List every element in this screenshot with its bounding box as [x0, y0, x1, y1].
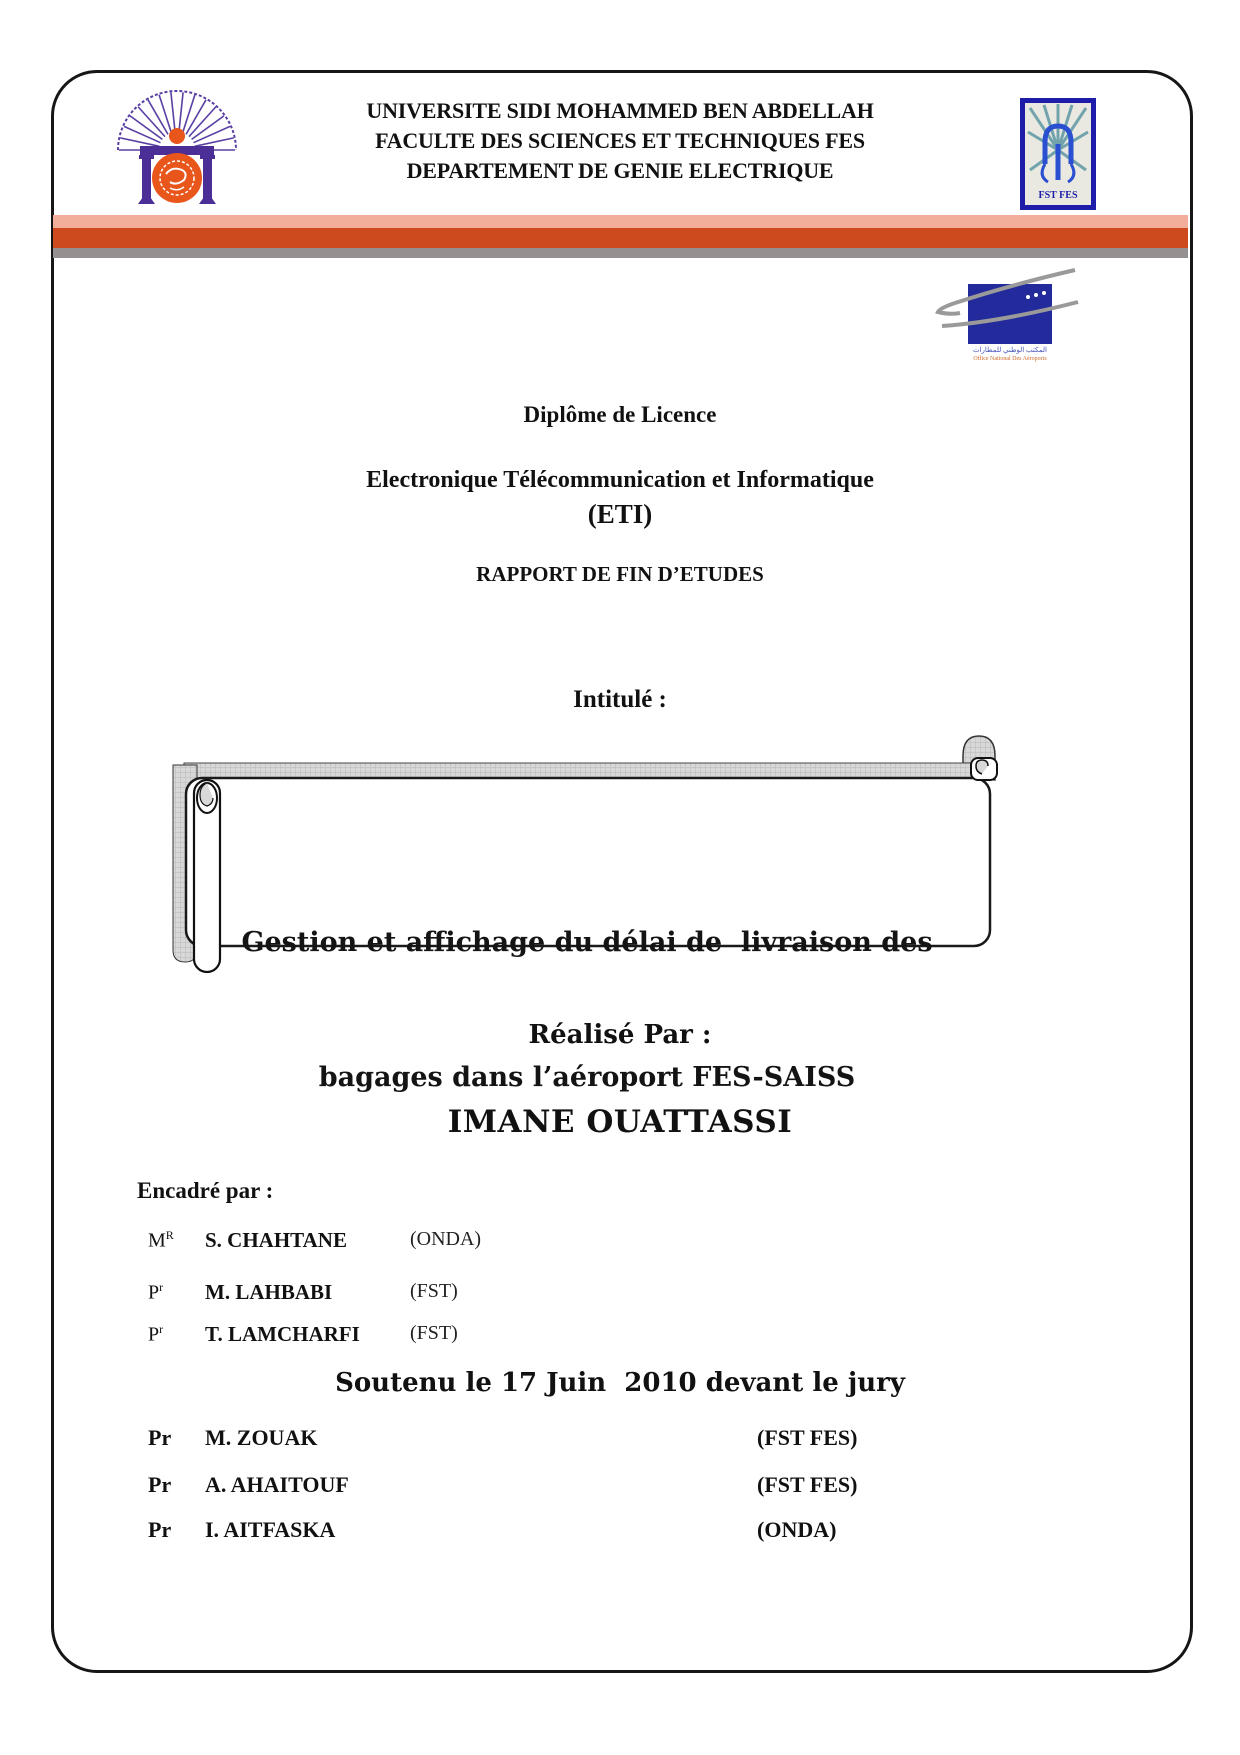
- supervisor-title-base: P: [148, 1323, 160, 1346]
- realise-par-label: Réalisé Par :: [528, 1020, 712, 1050]
- supervisor-name: M. LAHBABI: [205, 1280, 333, 1304]
- band-red: [53, 228, 1188, 248]
- supervisor-name: S. CHAHTANE: [205, 1228, 347, 1252]
- faculty-name: FACULTE DES SCIENCES ET TECHNIQUES FES: [375, 128, 865, 153]
- encadre-par-label: Encadré par :: [137, 1178, 274, 1203]
- supervisor-row: [148, 1322, 768, 1352]
- institution-header: [230, 96, 1010, 186]
- intitule-label: Intitulé :: [573, 686, 667, 713]
- onda-french-caption: Office National Des Aéroports: [973, 356, 1047, 362]
- project-title-line2: bagages dans l’aéroport FES-SAISS: [318, 1062, 856, 1093]
- supervisor-org: (FST): [410, 1280, 458, 1302]
- jury-name: A. AHAITOUF: [205, 1472, 349, 1497]
- onda-arabic-caption: المكتب الوطني للمطارات: [973, 346, 1047, 354]
- supervisor-org: (FST): [410, 1322, 458, 1344]
- jury-title: Pr: [148, 1472, 172, 1497]
- program-abbr: (ETI): [587, 499, 653, 529]
- fst-fes-logo-icon: [1020, 98, 1096, 210]
- project-title-line1: Gestion et affichage du délai de livraison des: [241, 927, 933, 958]
- supervisor-title-sup: r: [159, 1280, 164, 1294]
- fst-logo-caption: FST FES: [1038, 190, 1078, 201]
- jury-org: (ONDA): [757, 1517, 837, 1542]
- supervisor-title-sup: r: [159, 1322, 164, 1336]
- supervisor-row: [148, 1280, 768, 1310]
- diploma-line: Diplôme de Licence: [523, 402, 717, 427]
- defense-statement: Soutenu le 17 Juin 2010 devant le jury: [335, 1368, 905, 1398]
- supervisor-title: [148, 1322, 163, 1347]
- jury-name: I. AITFASKA: [205, 1517, 336, 1542]
- supervisor-title-sup: R: [165, 1228, 174, 1242]
- university-name: UNIVERSITE SIDI MOHAMMED BEN ABDELLAH: [366, 98, 874, 123]
- supervisor-title: [148, 1228, 174, 1253]
- supervisor-title-base: P: [148, 1281, 160, 1304]
- university-emblem-icon: [110, 86, 245, 214]
- supervisor-title-base: M: [148, 1229, 166, 1252]
- supervisor-title: [148, 1280, 163, 1305]
- supervisor-row: [148, 1228, 768, 1258]
- report-type: RAPPORT DE FIN D’ETUDES: [476, 562, 764, 586]
- jury-row: [148, 1425, 928, 1455]
- author-name: IMANE OUATTASSI: [447, 1104, 793, 1140]
- jury-name: M. ZOUAK: [205, 1425, 318, 1450]
- supervisor-org: (ONDA): [410, 1228, 482, 1250]
- band-salmon: [53, 215, 1188, 228]
- jury-row: [148, 1517, 928, 1547]
- jury-row: [148, 1472, 928, 1502]
- jury-org: (FST FES): [757, 1472, 858, 1497]
- jury-title: Pr: [148, 1425, 172, 1450]
- department-name: DEPARTEMENT DE GENIE ELECTRIQUE: [406, 158, 834, 183]
- jury-title: Pr: [148, 1517, 172, 1542]
- jury-org: (FST FES): [757, 1425, 858, 1450]
- program-line: Electronique Télécommunication et Informatique: [366, 467, 874, 493]
- supervisor-name: T. LAMCHARFI: [205, 1322, 360, 1346]
